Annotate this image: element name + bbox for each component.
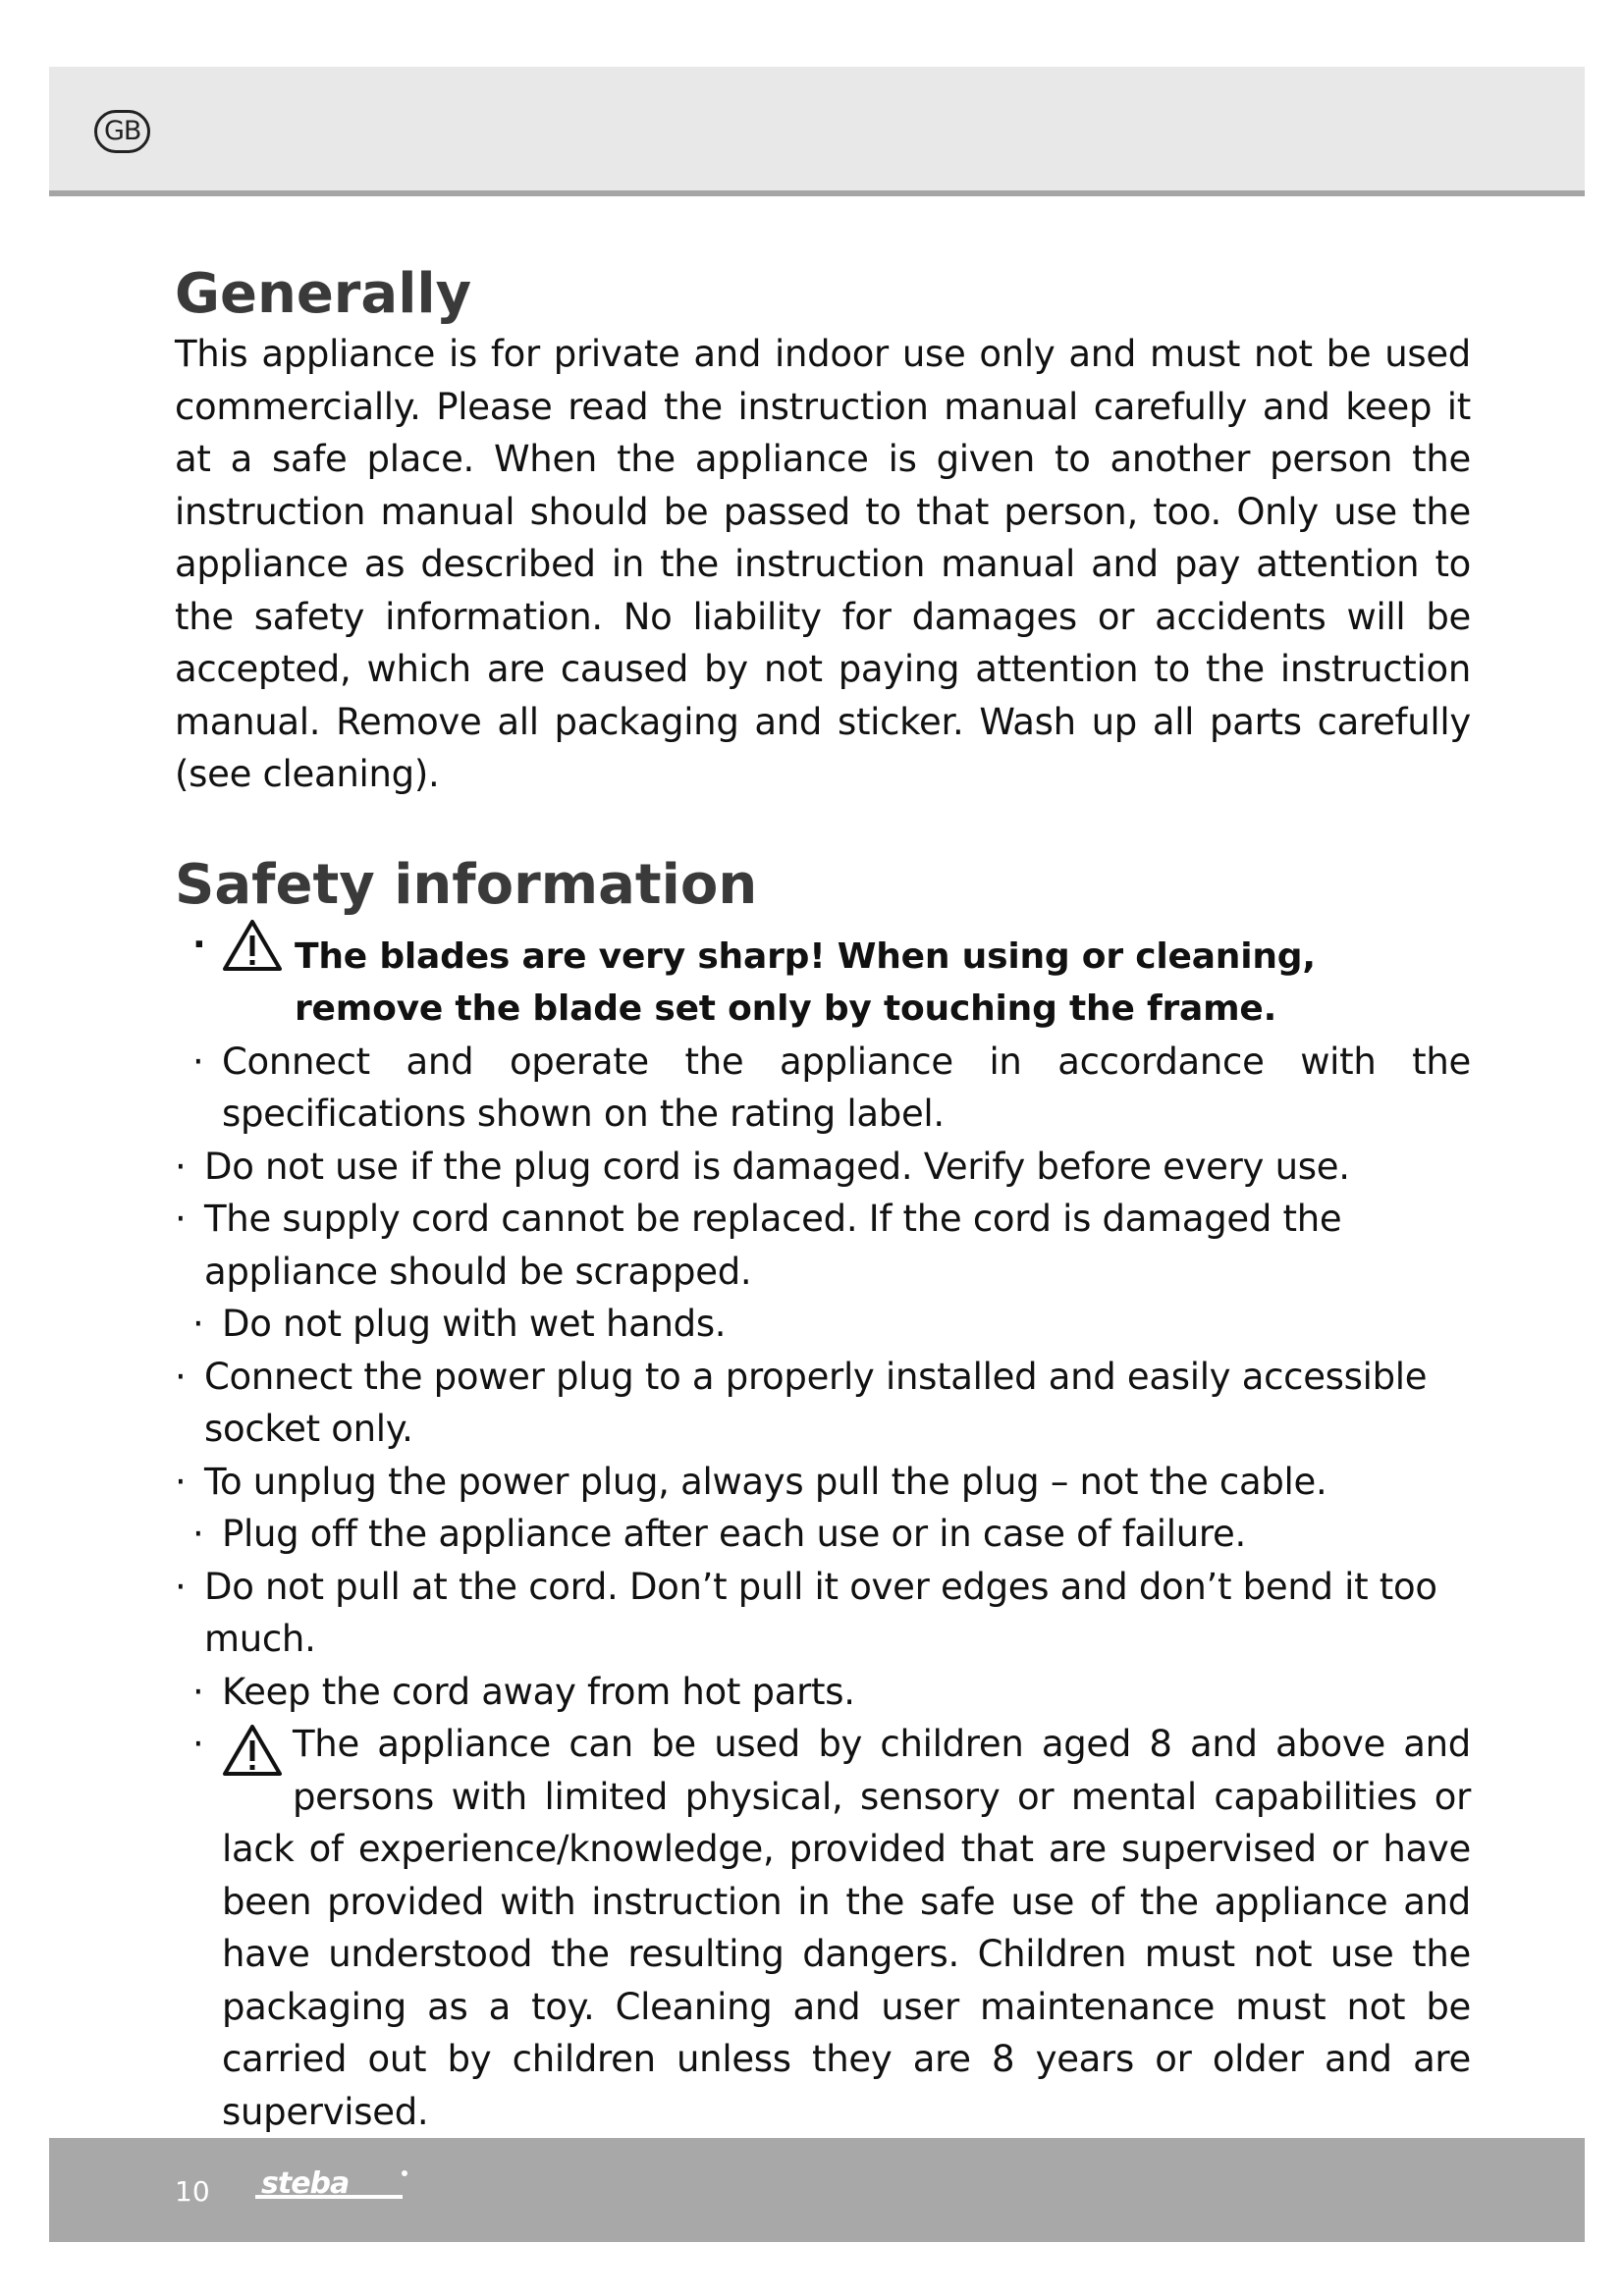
page-number: 10 (175, 2175, 210, 2208)
page-content (175, 261, 1471, 2138)
bullet: · (192, 924, 206, 965)
list-item: · The supply cord cannot be replaced. If the cord is damaged the appliance should be scrapped. (175, 1198, 1342, 1293)
warning-line-2: remove the blade set only by touching the frame. (295, 988, 1277, 1029)
brand-logo (255, 2165, 412, 2209)
list-item: · Plug off the appliance after each use or in case of failure. (192, 1513, 1246, 1555)
header-band (49, 67, 1585, 196)
footer-band (49, 2138, 1585, 2242)
safety-list (175, 919, 1471, 2139)
generally-heading: Generally (175, 262, 472, 326)
warning-triangle-icon (222, 1724, 293, 1822)
safety-heading: Safety information (175, 852, 758, 917)
list-item: · To unplug the power plug, always pull the plug – not the cable. (175, 1460, 1327, 1503)
generally-paragraph: This appliance is for private and indoor use only and must not be used commercially. Please read the instruction manual carefully and keep it at a safe place. When the appliance is given to another person the instruction manual should be passed to that person, too. Only use the appliance as described in the instruction manual and pay attention to the safety information. No liability for damages or accidents will be accepted, which are caused by not paying attention to the instruction manual. Remove all packaging and sticker. Wash up all parts carefully (see cleaning). (175, 333, 1471, 795)
list-item: · Do not pull at the cord. Don’t pull it over edges and don’t bend it too much. (175, 1565, 1437, 1660)
sharp-blades-warning (192, 919, 1471, 1036)
list-item: · Connect the power plug to a properly installed and easily accessible socket only. (175, 1355, 1428, 1450)
list-item: · Keep the cord away from hot parts. (192, 1670, 855, 1713)
warning-line-1: The blades are very sharp! When using or cleaning, (295, 935, 1316, 977)
warning-triangle-icon (222, 919, 283, 972)
children-warning-text: The appliance can be used by children aged 8 and above and persons with limited physical, sensory or mental capabilities or lack of experience/knowledge, provided that are supervised or have been provided with instruction in the safe use of the appliance and have understood the resulting dangers. Children must not use the packaging as a toy. Cleaning and user maintenance must not be carried out by children unless they are 8 years or older and are supervised. (222, 1723, 1471, 2133)
list-item: · Do not use if the plug cord is damaged. Verify before every use. (175, 1145, 1350, 1188)
list-item: · Connect and operate the appliance in accordance with the specifications shown on the rating label. (192, 1040, 1471, 1135)
brand-logo-text: steba (261, 2166, 350, 2201)
list-item: · Do not plug with wet hands. (192, 1303, 727, 1345)
children-warning: · The appliance can be used by children aged 8 and above and persons with limited physical, sensory or mental capabilities or lack of experience/knowledge, provided that are supervised or have been provided with instruction in the safe use of the appliance and have understood the resulting dangers. Children must not use the packaging as a toy. Cleaning and user maintenance must not be carried out by children unless they are 8 years or older and are supervised. (192, 1723, 1471, 2133)
language-badge: GB (94, 110, 150, 153)
